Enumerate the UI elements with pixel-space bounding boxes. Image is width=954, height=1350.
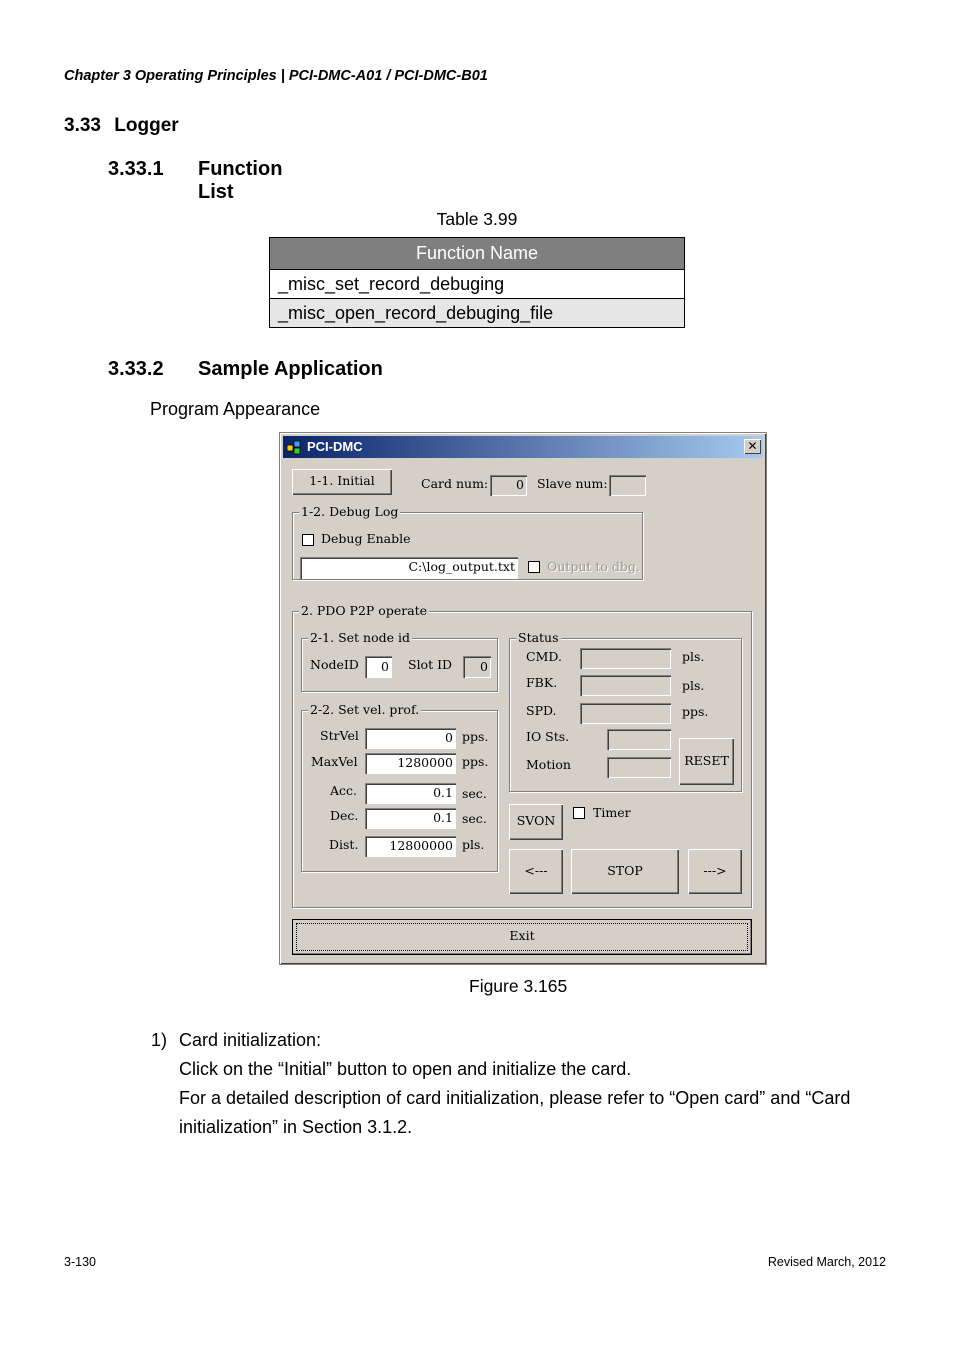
group-title: 2-1. Set node id — [310, 630, 410, 645]
close-icon[interactable]: ✕ — [744, 439, 761, 454]
list-line: initialization” in Section 3.1.2. — [179, 1117, 413, 1137]
subsection-function-list — [108, 158, 283, 203]
str-vel-field[interactable]: 0 — [365, 728, 456, 749]
dec-label: Dec. — [330, 808, 359, 823]
spd-label: SPD. — [526, 703, 557, 718]
list-title: Card initialization: — [179, 1030, 322, 1050]
initial-button[interactable]: 1-1. Initial — [292, 469, 392, 495]
fbk-label: FBK. — [526, 675, 558, 690]
subsection-title: Function List — [198, 158, 283, 203]
log-path-field[interactable]: C:\log_output.txt — [300, 557, 518, 579]
stop-button[interactable]: STOP — [571, 849, 679, 894]
motion-label: Motion — [526, 757, 571, 772]
program-appearance-label: Program Appearance — [150, 399, 321, 419]
dec-unit: sec. — [462, 811, 487, 826]
slave-num-label: Slave num: — [537, 476, 608, 491]
spd-unit: pps. — [682, 704, 709, 719]
max-vel-field[interactable]: 1280000 — [365, 753, 456, 774]
fbk-field — [580, 675, 671, 696]
revision-date: Revised March, 2012 — [767, 1255, 886, 1269]
move-left-button[interactable]: <--- — [509, 849, 563, 894]
list-line: For a detailed description of card initialization, please refer to “Open card” and “Card — [179, 1088, 851, 1108]
motion-field — [607, 757, 671, 778]
cmd-field — [580, 648, 671, 669]
table-header: Function Name — [270, 238, 685, 270]
pci-dmc-dialog — [279, 432, 767, 965]
running-header: Chapter 3 Operating Principles | PCI-DMC-A01 / PCI-DMC-B01 — [64, 68, 488, 84]
page-number: 3-130 — [64, 1255, 96, 1269]
node-id-field[interactable]: 0 — [365, 656, 392, 678]
reset-button[interactable]: RESET — [679, 738, 734, 785]
max-vel-unit: pps. — [462, 754, 489, 769]
fbk-unit: pls. — [682, 678, 705, 693]
group-title: Status — [518, 630, 559, 645]
cmd-unit: pls. — [682, 649, 705, 664]
card-num-label: Card num: — [421, 476, 489, 491]
move-right-button[interactable]: ---> — [688, 849, 742, 894]
cmd-label: CMD. — [526, 649, 562, 664]
table-row: _misc_open_record_debuging_file — [270, 299, 685, 328]
section-title: Logger — [114, 115, 179, 136]
group-title: 1-2. Debug Log — [301, 504, 399, 519]
list-number: 1) — [151, 1030, 168, 1050]
group-title: 2. PDO P2P operate — [301, 603, 428, 618]
acc-label: Acc. — [330, 783, 358, 798]
function-table — [269, 237, 685, 328]
max-vel-label: MaxVel — [311, 754, 358, 769]
dist-field[interactable]: 12800000 — [365, 836, 456, 857]
spd-field — [580, 703, 671, 724]
debug-enable-checkbox[interactable] — [302, 534, 314, 546]
timer-checkbox[interactable] — [573, 807, 585, 819]
section-heading — [64, 115, 179, 137]
window-title: PCI-DMC — [307, 439, 363, 454]
slot-id-field[interactable]: 0 — [463, 656, 491, 678]
table-caption: Table 3.99 — [436, 209, 518, 229]
list-line: Click on the “Initial” button to open and initialize the card. — [179, 1059, 632, 1079]
group-title: 2-2. Set vel. prof. — [310, 702, 420, 717]
slave-num-field[interactable] — [609, 475, 646, 496]
subsection-number: 3.33.2 — [108, 358, 164, 380]
timer-label: Timer — [593, 805, 631, 820]
dist-label: Dist. — [329, 837, 359, 852]
slot-id-label: Slot ID — [408, 657, 453, 672]
io-sts-field — [607, 729, 671, 750]
acc-unit: sec. — [462, 786, 487, 801]
subsection-number: 3.33.1 — [108, 158, 164, 180]
exit-label: Exit — [509, 928, 535, 943]
dec-field[interactable]: 0.1 — [365, 808, 456, 829]
title-bar — [283, 436, 763, 458]
figure-caption: Figure 3.165 — [469, 976, 568, 996]
subsection-sample-application — [108, 358, 383, 381]
acc-field[interactable]: 0.1 — [365, 783, 456, 804]
app-icon — [286, 439, 302, 455]
output-dbg-checkbox[interactable] — [528, 561, 540, 573]
output-dbg-label: Output to dbg. — [547, 559, 640, 574]
section-number: 3.33 — [64, 115, 101, 136]
str-vel-unit: pps. — [462, 729, 489, 744]
exit-button[interactable] — [292, 919, 752, 955]
svon-button[interactable]: SVON — [509, 804, 563, 840]
subsection-title: Sample Application — [198, 358, 383, 380]
node-id-label: NodeID — [310, 657, 359, 672]
str-vel-label: StrVel — [320, 728, 359, 743]
io-sts-label: IO Sts. — [526, 729, 570, 744]
debug-enable-label: Debug Enable — [321, 531, 411, 546]
table-row: _misc_set_record_debuging — [270, 270, 685, 299]
card-num-field[interactable]: 0 — [490, 475, 527, 496]
dist-unit: pls. — [462, 837, 485, 852]
